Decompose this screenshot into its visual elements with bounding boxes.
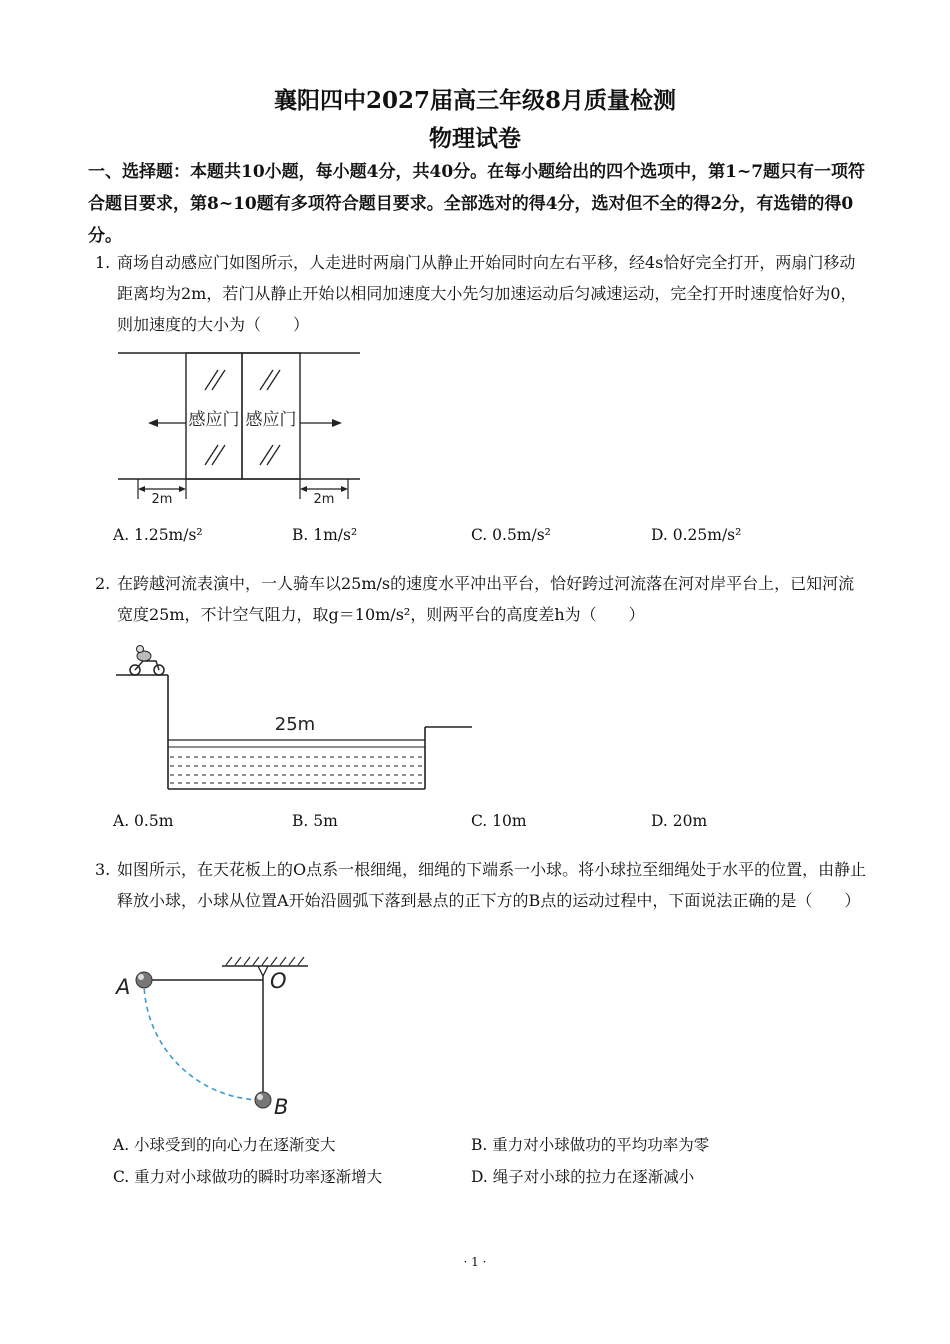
option-c: C. 重力对小球做功的瞬时功率逐渐增大 bbox=[113, 1168, 383, 1186]
question-2 bbox=[95, 568, 870, 632]
distance-label-right: 2m bbox=[313, 492, 335, 507]
option-b: B. 1m/s² bbox=[292, 526, 358, 544]
motorcycle-rider-icon bbox=[130, 646, 164, 676]
question-number: 2. bbox=[95, 574, 111, 593]
option-a: A. 1.25m/s² bbox=[113, 526, 203, 544]
question-text: 如图所示，在天花板上的O点系一根细绳，细绳的下端系一小球。将小球拉至细绳处于水平的位置，由静止释放小球，小球从位置A开始沿圆弧下落到悬点的正下方的B点的运动过程中，下面说法正确的是（ ） bbox=[117, 860, 867, 910]
option-a: A. 0.5m bbox=[113, 812, 174, 830]
question-text: 商场自动感应门如图所示，人走进时两扇门从静止开始同时向左右平移，经4s恰好完全打开，两扇门移动距离均为2m，若门从静止开始以相同加速度大小先匀加速运动后匀减速运动，完全打开时速度恰好为0，则加速度的大小为（ ） bbox=[117, 253, 857, 334]
option-c: C. 0.5m/s² bbox=[471, 526, 551, 544]
exam-subtitle: 物理试卷 bbox=[429, 125, 521, 152]
section-instructions: 一、选择题：本题共10小题，每小题4分，共40分。在每小题给出的四个选项中，第1~7题只有一项符合题目要求，第8~10题有多项符合题目要求。全部选对的得4分，选对但不全的得2分，有选错的得0分。 bbox=[88, 162, 866, 246]
question-text: 在跨越河流表演中，一人骑车以25m/s的速度水平冲出平台，恰好跨过河流落在河对岸平台上，已知河流宽度25m，不计空气阻力，取g＝10m/s²，则两平台的高度差h为（ ） bbox=[117, 574, 855, 624]
page-number: · 1 · bbox=[463, 1255, 487, 1269]
exam-title: 襄阳四中2027届高三年级8月质量检测 bbox=[273, 87, 677, 114]
option-c: C. 10m bbox=[471, 812, 527, 830]
point-b-label: B bbox=[274, 1095, 289, 1119]
option-b: B. 5m bbox=[292, 812, 338, 830]
option-d: D. 0.25m/s² bbox=[651, 526, 742, 544]
point-o-label: O bbox=[270, 969, 287, 993]
question-3 bbox=[95, 854, 870, 950]
river-width-label: 25m bbox=[274, 714, 316, 735]
door-label-left: 感应门 bbox=[188, 410, 240, 430]
question-1 bbox=[95, 247, 870, 347]
option-d: D. 20m bbox=[651, 812, 708, 830]
option-d: D. 绳子对小球的拉力在逐渐减小 bbox=[471, 1168, 695, 1186]
question-number: 3. bbox=[95, 860, 111, 879]
door-label-right: 感应门 bbox=[245, 410, 297, 430]
auto-door-figure bbox=[110, 345, 370, 510]
point-a-label: A bbox=[116, 975, 131, 999]
distance-label-left: 2m bbox=[151, 492, 173, 507]
option-b: B. 重力对小球做功的平均功率为零 bbox=[471, 1136, 710, 1154]
option-a: A. 小球受到的向心力在逐渐变大 bbox=[113, 1136, 336, 1154]
river-jump-figure bbox=[110, 645, 480, 795]
pendulum-figure bbox=[110, 952, 340, 1120]
question-number: 1. bbox=[95, 253, 111, 272]
